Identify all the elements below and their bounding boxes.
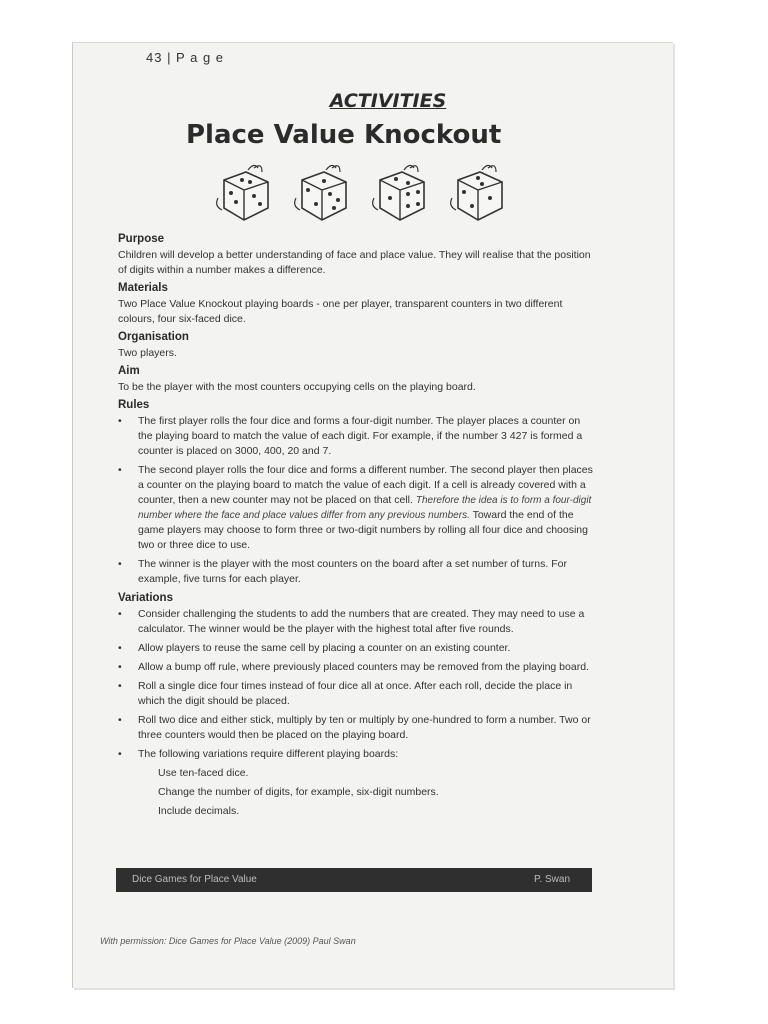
variation-text: Roll two dice and either stick, multiply by ten or multiply by one-hundred to form a number. Two or three counters would then be placed on the playing board. [138,714,591,741]
list-item [118,463,596,553]
variation-text: Allow a bump off rule, where previously placed counters may be removed from the playing board. [138,661,589,673]
variations-heading: Variations [118,592,173,604]
variation-text: Allow players to reuse the same cell by placing a counter on an existing counter. [138,642,511,654]
bullet: • [118,608,122,620]
page-number: 43 | P a g e [146,50,225,65]
rule-text: The first player rolls the four dice and forms a four-digit number. The player places a counter on the playing board to match the value of each digit. For example, if the number 3 427 is formed a counter is placed on 3000, 400, 20 and 7. [138,415,583,457]
footer-bar [116,868,592,892]
die-icon [288,160,360,228]
list-item [118,713,596,743]
die-icon [366,160,438,228]
aim-text: To be the player with the most counters occupying cells on the playing board. [118,381,476,393]
bullet: • [118,415,122,427]
die-icon [210,160,282,228]
section-label: ACTIVITIES [329,90,447,112]
organisation-heading: Organisation [118,331,189,343]
sub-variation: Change the number of digits, for example, six-digit numbers. [158,786,439,798]
bleed-through-mark [594,205,599,226]
organisation-text: Two players. [118,347,177,359]
list-item [118,414,596,459]
bullet: • [118,748,122,760]
bullet: • [118,642,122,654]
list-item [118,607,596,637]
aim-heading: Aim [118,365,140,377]
sub-variation: Include decimals. [158,805,240,817]
variations-list [118,607,596,762]
rules-list [118,414,596,587]
footer-book-title: Dice Games for Place Value [132,874,257,885]
rule-text: The winner is the player with the most counters on the board after a set number of turns. For example, five turns for each player. [138,558,567,585]
list-item [118,660,596,675]
footer-author: P. Swan [534,874,570,885]
materials-heading: Materials [118,282,168,294]
rule-emphasis-text: Therefore the idea is to form a four-digit number where the face and place values differ from any previous numbers. [138,495,592,521]
activity-content [118,230,596,823]
purpose-heading: Purpose [118,233,165,245]
die-icon [444,160,516,228]
list-item [118,747,596,762]
bullet: • [118,661,122,673]
bullet: • [118,714,122,726]
variation-text: Roll a single dice four times instead of four dice all at once. After each roll, decide the place in which the digit should be placed. [138,680,573,707]
bullet: • [118,464,122,476]
list-item [118,557,596,587]
purpose-text: Children will develop a better understanding of face and place value. They will realise that the position of digits within a number makes a difference. [118,249,591,276]
sub-variation: Use ten-faced dice. [158,767,249,779]
variation-text: Consider challenging the students to add the numbers that are created. They may need to use a calculator. The winner would be the player with the highest total after five rounds. [138,608,585,635]
page-title: Place Value Knockout [186,120,502,150]
rules-heading: Rules [118,399,150,411]
rule-text: The second player rolls the four dice and forms a different number. The second player then places a counter on the playing board to match the value of each digit. If a cell is already covered with a counter, then a new counter may not be placed on that cell. [138,464,593,506]
permission-note: With permission: Dice Games for Place Value (2009) Paul Swan [100,936,356,946]
materials-text: Two Place Value Knockout playing boards - one per player, transparent counters in two different colours, four six-faced dice. [118,298,563,325]
dice-illustration [210,160,510,228]
bullet: • [118,680,122,692]
rule-text: Toward the end of the game players may choose to form three or two-digit numbers by rolling all four dice and choosing two or three dice to use. [138,509,588,551]
list-item [118,679,596,709]
list-item [118,641,596,656]
variation-text: The following variations require different playing boards: [138,748,399,760]
bullet: • [118,558,122,570]
